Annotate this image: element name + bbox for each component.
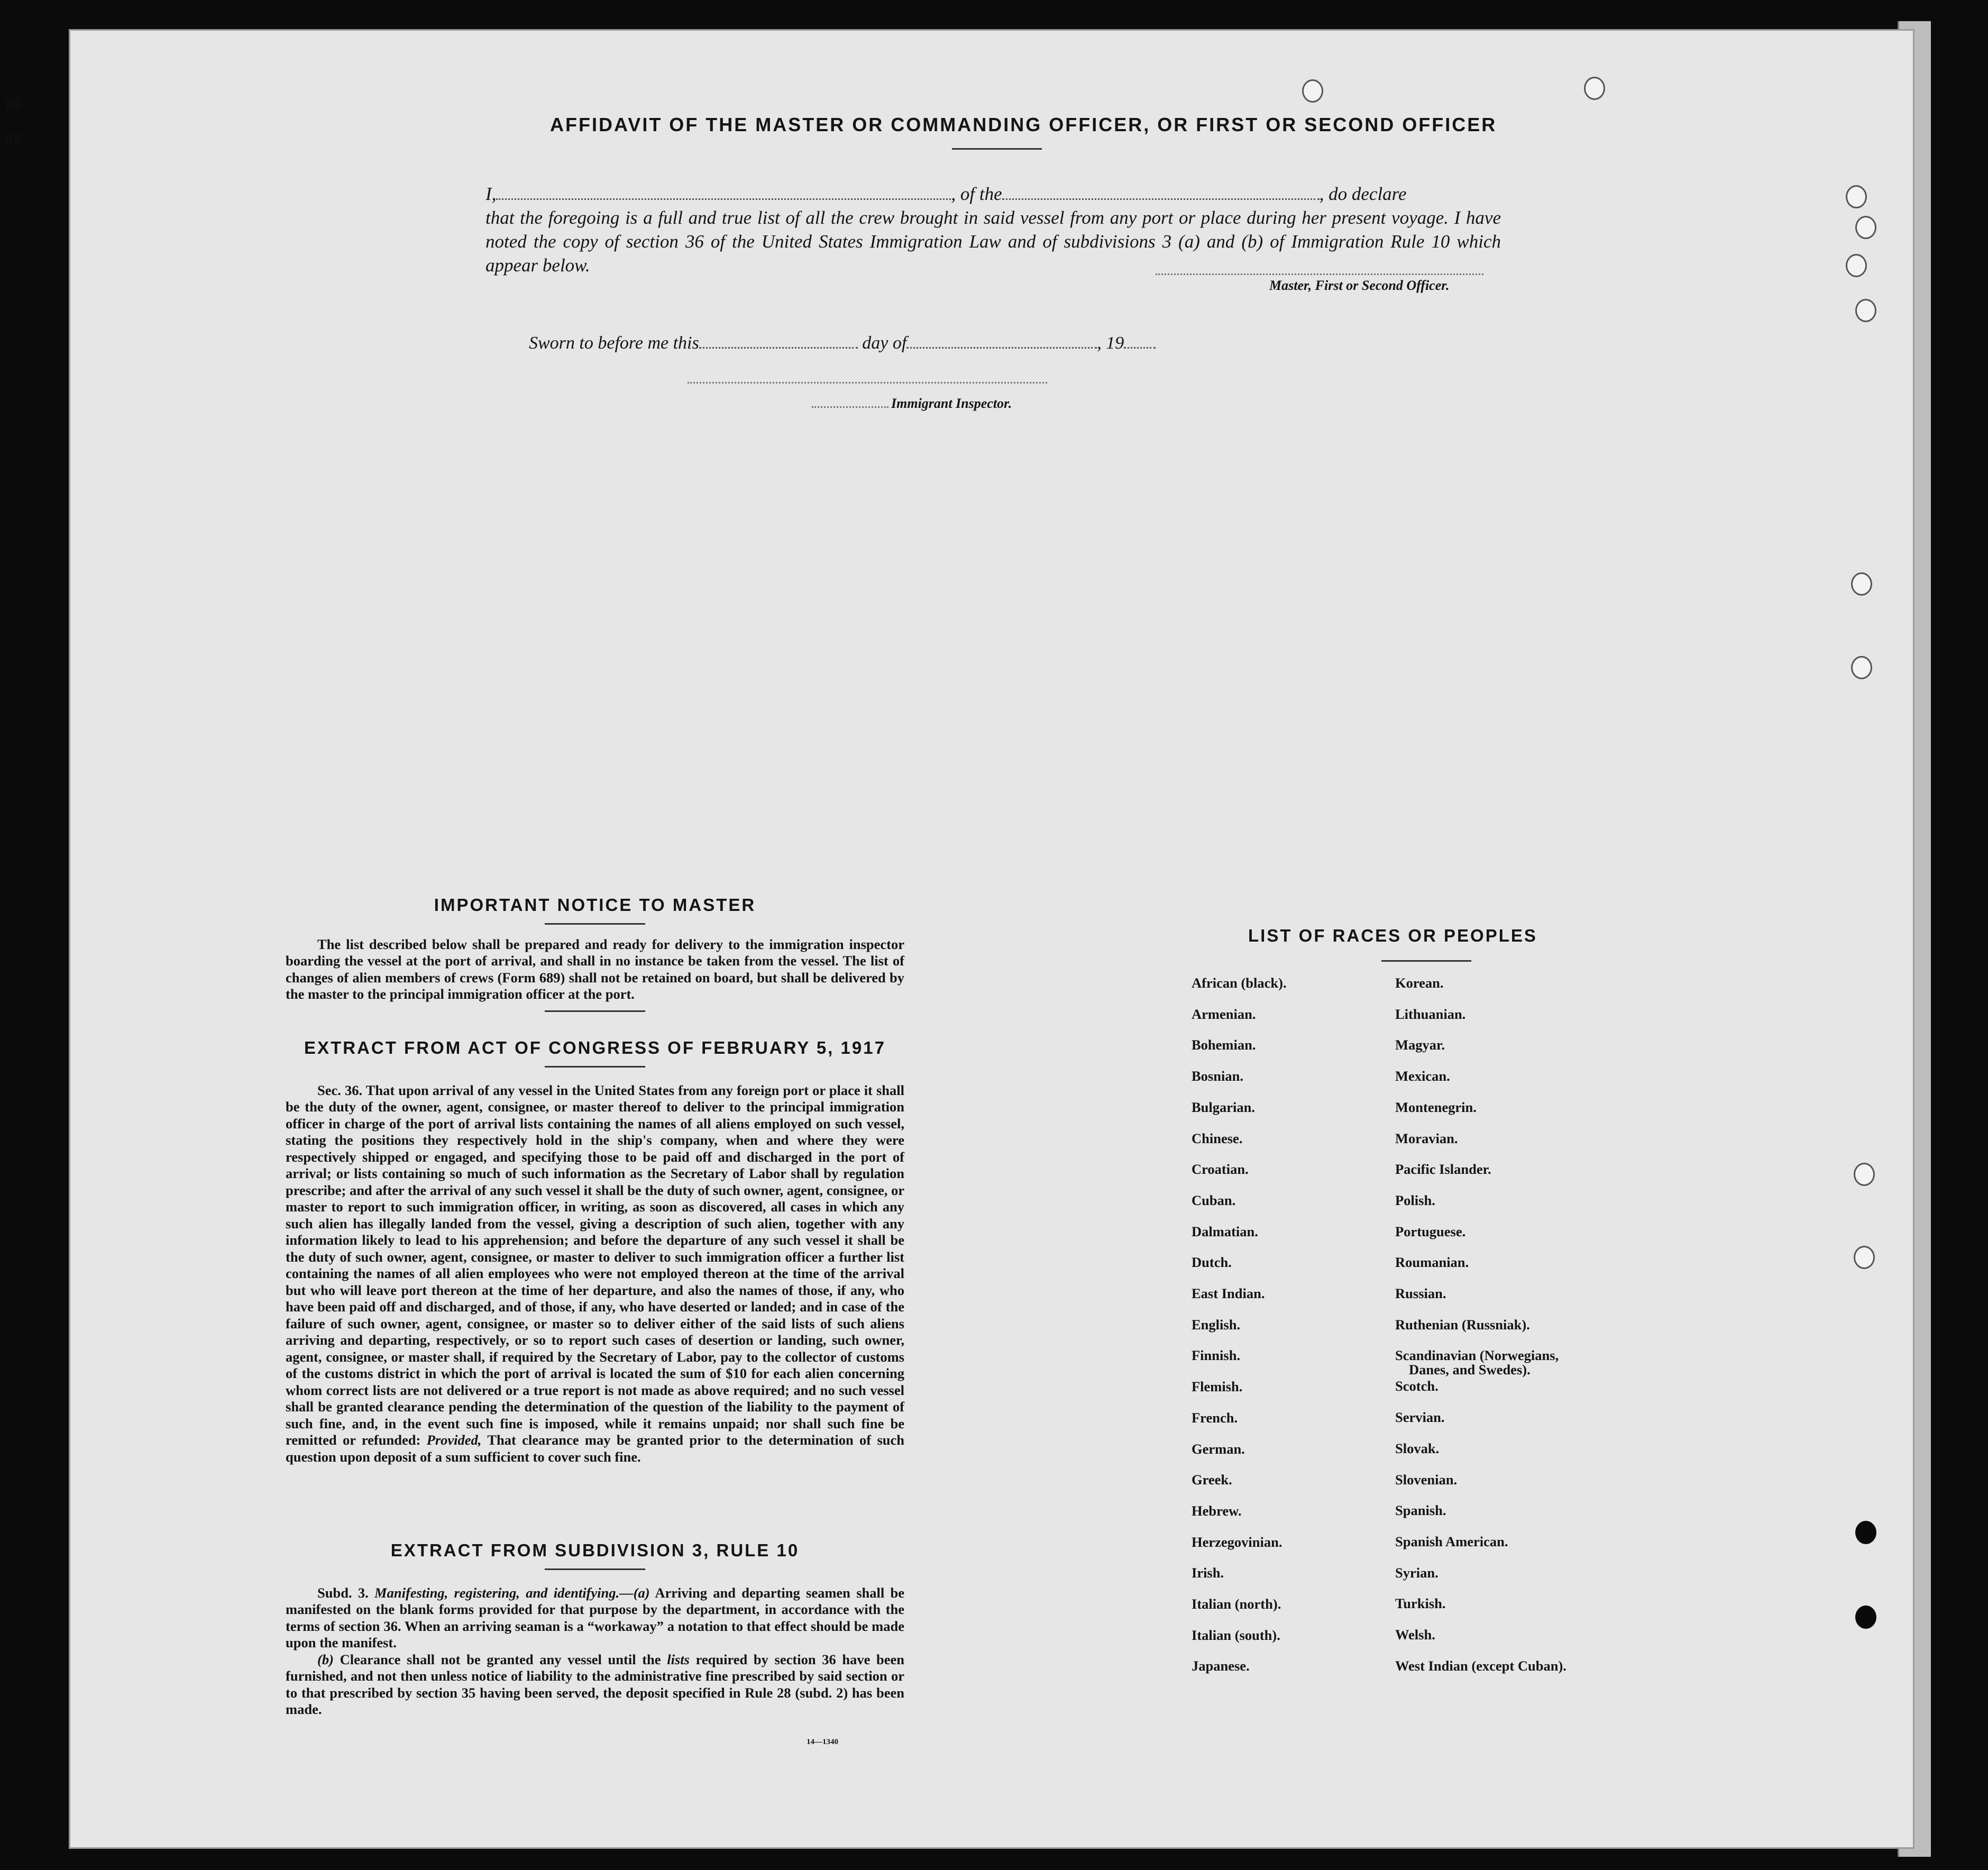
inspector-line-1 xyxy=(688,382,1047,384)
punch-hole xyxy=(1851,572,1872,596)
act-text xyxy=(286,1082,904,1466)
race-item: Welsh. xyxy=(1395,1627,1435,1643)
punch-hole xyxy=(1855,299,1876,322)
race-item: Bosnian. xyxy=(1192,1068,1243,1084)
race-item: Slovenian. xyxy=(1395,1472,1458,1488)
subd-para-a xyxy=(286,1585,904,1652)
race-item: Russian. xyxy=(1395,1285,1446,1301)
para-a-label: (a) xyxy=(633,1584,650,1601)
punch-hole xyxy=(1854,1163,1875,1186)
punch-hole xyxy=(1854,1246,1875,1269)
rule-title: EXTRACT FROM SUBDIVISION 3, RULE 10 xyxy=(390,1540,800,1560)
vessel-blank xyxy=(1002,180,1320,200)
punch-hole xyxy=(1302,79,1323,103)
race-item: East Indian. xyxy=(1192,1285,1265,1301)
affidavit-body-text: that the foregoing is a full and true list of all the crew brought in said vessel from any port or place during her present voyage. I have noted the copy of section 36 of the United States Immigration Law and of subdivisions 3 (a) and (b) of Immigration Rule 10 which appear below. xyxy=(485,207,1501,276)
race-item: Italian (north). xyxy=(1192,1596,1281,1612)
race-item: Japanese. xyxy=(1192,1658,1250,1674)
race-item: Cuban. xyxy=(1192,1192,1236,1208)
race-item: Spanish American. xyxy=(1395,1534,1508,1549)
day-blank xyxy=(699,329,858,349)
year-label: , 19 xyxy=(1097,333,1124,353)
month-blank xyxy=(906,329,1097,349)
subd-label: Subd. 3. xyxy=(317,1584,369,1601)
master-signature-label: Master, First or Second Officer. xyxy=(1269,278,1450,293)
race-item: Croatian. xyxy=(1192,1161,1249,1177)
punch-hole xyxy=(1584,77,1605,100)
act-text-main: That upon arrival of any vessel in the United States from any foreign port or place it shall be the duty of the owner, agent, consignee, or master thereof to deliver to the principal immigration officer in charge of the port of arrival lists containing the names of all aliens employed on such vessel, stating the positions they respectively hold in the ship's company, when and where they were respectively shipped or engaged, and specifying those to be paid off and discharged in the port of arrival; or lists containing so much of such information as the Secretary of Labor shall by regulation prescribe; and after the arrival of any such vessel it shall be the duty of such owner, agent, consignee, or master to report to such immigration officer, in writing, as soon as discovered, all cases in which any such alien has illegally landed from the vessel, giving a description of such alien, together with any information likely to lead to his apprehension; and before the departure of any such vessel it shall be the duty of such owner, agent, consignee, or master to deliver to such immigration officer a further list containing the names of all alien employees who were not employed thereon at the time of the arrival but who will leave port thereon at the time of her departure, and also the names of those, if any, who have been paid off and discharged, and of those, if any, who have deserted or landed; and in case of the failure of such owner, agent, consignee, or master so to deliver either of the said lists of such aliens arriving and departing, respectively, or so to report such cases of desertion or landing, such owner, agent, consignee, or master shall, if required by the Secretary of Labor, pay to the collector of customs of the customs district in which the port of arrival is located the sum of $10 for each alien concerning whom correct lists are not delivered or a true report is not made as above required; and no such vessel shall be granted clearance pending the determination of the question of the liability to the payment of such fine, and, in the event such fine is imposed, while it remains unpaid; nor shall such fine be remitted or refunded: xyxy=(286,1082,904,1448)
race-item: Bohemian. xyxy=(1192,1037,1256,1053)
sworn-line xyxy=(529,329,1156,353)
provided-label: Provided, xyxy=(426,1432,482,1448)
race-item: African (black). xyxy=(1192,975,1287,991)
sec-label: Sec. 36. xyxy=(317,1082,363,1098)
notice-title: IMPORTANT NOTICE TO MASTER xyxy=(434,895,756,915)
race-item: Spanish. xyxy=(1395,1502,1446,1518)
punch-hole xyxy=(1855,216,1876,239)
race-item: Slovak. xyxy=(1395,1440,1440,1456)
race-item: Dutch. xyxy=(1192,1254,1232,1270)
inspector-line-2 xyxy=(812,406,888,408)
race-item: Roumanian. xyxy=(1395,1254,1469,1270)
race-item: Bulgarian. xyxy=(1192,1099,1256,1115)
race-item: Polish. xyxy=(1395,1192,1435,1208)
inspector-signature-label: Immigrant Inspector. xyxy=(891,396,1012,411)
year-blank xyxy=(1124,329,1156,349)
subd-heading: Manifesting, registering, and identifying.— xyxy=(374,1584,634,1601)
race-item: Herzegovinian. xyxy=(1192,1534,1282,1550)
race-item: Italian (south). xyxy=(1192,1627,1280,1643)
race-item: Scandinavian (Norwegians, xyxy=(1395,1347,1559,1363)
punch-hole xyxy=(1855,1606,1876,1629)
margin-mark: ♯♯ xyxy=(5,95,21,113)
race-item: Pacific Islander. xyxy=(1395,1161,1491,1177)
para-b-label: (b) xyxy=(317,1651,334,1667)
punch-hole xyxy=(1855,1521,1876,1544)
races-rule xyxy=(1381,960,1471,962)
notice-text: The list described below shall be prepared and ready for delivery to the immigration inspector boarding the vessel at the port of arrival, and shall in no instance be taken from the vessel. The list of changes of alien members of crews (Form 689) shall not be retained on board, but shall be delivered by the master to the principal immigration officer at the port. xyxy=(286,936,904,1002)
race-item: Ruthenian (Russniak). xyxy=(1395,1317,1530,1333)
notice-rule xyxy=(545,923,645,925)
affidavit-statement xyxy=(485,180,1501,277)
extract-act xyxy=(286,1039,904,1465)
punch-hole xyxy=(1846,185,1867,208)
race-item: Hebrew. xyxy=(1192,1503,1242,1519)
subd-para-b xyxy=(286,1652,904,1718)
race-item: Armenian. xyxy=(1192,1006,1256,1022)
race-item: Mexican. xyxy=(1395,1068,1450,1084)
day-of-label: day of xyxy=(862,333,907,353)
notice-rule-bottom xyxy=(545,1010,645,1012)
act-text-end: That clearance may be granted prior to the determination of such question upon deposit of a sum sufficient to cover such fine. xyxy=(286,1432,905,1465)
race-item: Korean. xyxy=(1395,975,1444,991)
race-item: Scotch. xyxy=(1395,1378,1439,1394)
race-item: Turkish. xyxy=(1395,1595,1446,1611)
race-item: German. xyxy=(1192,1441,1245,1457)
race-item: Syrian. xyxy=(1395,1565,1439,1581)
punch-hole xyxy=(1851,656,1872,679)
para-b-lists: lists xyxy=(667,1651,690,1667)
signature-line xyxy=(1156,273,1483,275)
race-item: Irish. xyxy=(1192,1565,1224,1581)
race-item: Portuguese. xyxy=(1395,1224,1466,1239)
affidavit-i-label: I, xyxy=(485,184,497,204)
race-item: Greek. xyxy=(1192,1472,1232,1488)
race-item: English. xyxy=(1192,1317,1241,1333)
race-item: Chinese. xyxy=(1192,1130,1243,1146)
race-item: Dalmatian. xyxy=(1192,1224,1258,1239)
para-a-text: Arriving and departing seamen shall be manifested on the blank forms provided for that purpose by the department, in accordance with the terms of section 36. When an arriving seaman is a “workaway” a notation to that effect should be made upon the manifest. xyxy=(286,1584,905,1650)
important-notice xyxy=(286,897,904,1020)
affidavit-of-the: , of the xyxy=(951,184,1002,204)
name-blank xyxy=(496,180,951,200)
race-item: Flemish. xyxy=(1192,1379,1243,1394)
margin-mark: ♯♯ xyxy=(5,130,21,147)
punch-hole xyxy=(1846,254,1867,277)
para-b-text-2: required by section 36 have been furnished, and not then unless notice of liability to the administrative fine prescribed by said section or to that prescribed by section 35 having been served, the deposit specified in Rule 28 (subd. 2) has been made. xyxy=(286,1651,905,1717)
race-item: French. xyxy=(1192,1410,1238,1426)
act-rule xyxy=(545,1066,645,1068)
race-item: Servian. xyxy=(1395,1409,1445,1425)
extract-rule xyxy=(286,1542,904,1718)
form-number: 14—1340 xyxy=(807,1738,838,1746)
race-item: Finnish. xyxy=(1192,1347,1241,1363)
race-item: Montenegrin. xyxy=(1395,1099,1477,1115)
para-b-text-1: Clearance shall not be granted any vessel until the xyxy=(340,1651,661,1667)
race-item: Magyar. xyxy=(1395,1037,1445,1053)
affidavit-do-declare: , do declare xyxy=(1319,184,1407,204)
race-item: Moravian. xyxy=(1395,1130,1458,1146)
rule-rule xyxy=(545,1568,645,1570)
sworn-label: Sworn to before me this xyxy=(529,333,699,353)
title-rule xyxy=(952,148,1042,150)
affidavit-title: AFFIDAVIT OF THE MASTER OR COMMANDING OFFICER, OR FIRST OR SECOND OFFICER xyxy=(550,114,1497,135)
race-item: Danes, and Swedes). xyxy=(1409,1362,1531,1378)
race-item: West Indian (except Cuban). xyxy=(1395,1658,1566,1674)
races-title: LIST OF RACES OR PEOPLES xyxy=(1248,926,1537,945)
race-item: Lithuanian. xyxy=(1395,1006,1466,1022)
act-title: EXTRACT FROM ACT OF CONGRESS OF FEBRUARY 5, 1917 xyxy=(304,1038,886,1057)
